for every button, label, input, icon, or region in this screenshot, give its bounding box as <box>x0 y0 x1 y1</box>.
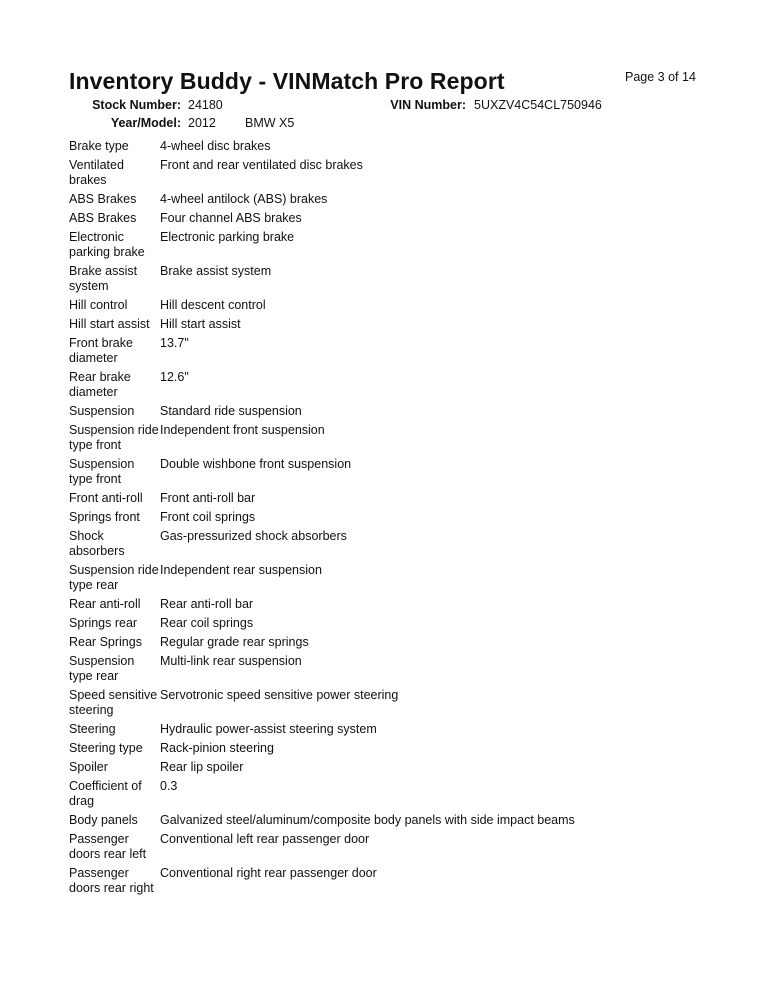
spec-value: 4-wheel antilock (ABS) brakes <box>160 192 328 206</box>
spec-label: Speed sensitive steering <box>69 688 158 717</box>
spec-value: Gas-pressurized shock absorbers <box>160 529 347 543</box>
spec-label: Suspension ride type front <box>69 423 159 452</box>
spec-row <box>69 156 709 190</box>
spec-value: Front coil springs <box>160 510 256 524</box>
spec-row <box>69 421 709 455</box>
spec-row <box>69 739 709 758</box>
spec-label: Brake type <box>69 139 129 153</box>
spec-label: Rear Springs <box>69 635 142 649</box>
spec-value: 13.7" <box>160 336 189 350</box>
spec-value: Standard ride suspension <box>160 404 302 418</box>
spec-label: Suspension type front <box>69 457 135 486</box>
spec-label: Passenger doors rear left <box>69 832 147 861</box>
spec-label: Ventilated brakes <box>69 158 124 187</box>
vin-number-value: 5UXZV4C54CL750946 <box>474 98 602 112</box>
spec-row <box>69 296 709 315</box>
spec-label: Suspension <box>69 404 135 418</box>
spec-value: Hill start assist <box>160 317 241 331</box>
spec-label: Steering <box>69 722 116 736</box>
spec-row <box>69 209 709 228</box>
spec-value: 0.3 <box>160 779 178 793</box>
spec-value: Multi-link rear suspension <box>160 654 302 668</box>
spec-row <box>69 633 709 652</box>
stock-number-label: Stock Number: <box>92 98 181 112</box>
spec-row <box>69 652 709 686</box>
spec-label: Front brake diameter <box>69 336 133 365</box>
spec-row <box>69 758 709 777</box>
spec-list <box>69 137 709 898</box>
spec-row <box>69 811 709 830</box>
stock-number-value: 24180 <box>188 98 223 112</box>
year-model-label: Year/Model: <box>110 116 181 130</box>
spec-label: Brake assist system <box>69 264 138 293</box>
spec-value: Regular grade rear springs <box>160 635 309 649</box>
spec-row <box>69 720 709 739</box>
spec-row <box>69 527 709 561</box>
spec-label: Hill start assist <box>69 317 150 331</box>
spec-row <box>69 614 709 633</box>
vin-number-label: VIN Number: <box>390 98 466 112</box>
spec-row <box>69 228 709 262</box>
spec-value: Hill descent control <box>160 298 266 312</box>
spec-value: Electronic parking brake <box>160 230 295 244</box>
spec-value: Independent front suspension <box>160 423 325 437</box>
spec-value: Servotronic speed sensitive power steering <box>160 688 399 702</box>
spec-label: Spoiler <box>69 760 108 774</box>
spec-label: Steering type <box>69 741 143 755</box>
spec-label: Coefficient of drag <box>69 779 142 808</box>
spec-row <box>69 368 709 402</box>
spec-row <box>69 561 709 595</box>
report-title: Inventory Buddy - VINMatch Pro Report <box>69 68 505 94</box>
spec-label: ABS Brakes <box>69 192 137 206</box>
spec-value: Front and rear ventilated disc brakes <box>160 158 363 172</box>
spec-label: Front anti-roll <box>69 491 143 505</box>
spec-value: Conventional right rear passenger door <box>160 866 377 880</box>
spec-label: ABS Brakes <box>69 211 137 225</box>
year-value: 2012 <box>188 116 216 130</box>
spec-value: Galvanized steel/aluminum/composite body panels with side impact beams <box>160 813 575 827</box>
spec-row <box>69 508 709 527</box>
spec-label: Shock absorbers <box>69 529 125 558</box>
spec-label: Electronic parking brake <box>69 230 145 259</box>
spec-row <box>69 595 709 614</box>
spec-value: Conventional left rear passenger door <box>160 832 370 846</box>
spec-row <box>69 402 709 421</box>
spec-label: Suspension ride type rear <box>69 563 159 592</box>
model-value: BMW X5 <box>245 116 295 130</box>
spec-row <box>69 777 709 811</box>
spec-value: 12.6" <box>160 370 189 384</box>
spec-row <box>69 489 709 508</box>
spec-value: Brake assist system <box>160 264 272 278</box>
spec-row <box>69 137 709 156</box>
spec-label: Body panels <box>69 813 138 827</box>
spec-value: Four channel ABS brakes <box>160 211 302 225</box>
spec-value: Independent rear suspension <box>160 563 322 577</box>
page-number: Page 3 of 14 <box>625 70 696 84</box>
spec-row <box>69 262 709 296</box>
spec-label: Passenger doors rear right <box>69 866 154 895</box>
spec-value: Rear anti-roll bar <box>160 597 254 611</box>
spec-value: Front anti-roll bar <box>160 491 256 505</box>
spec-label: Rear brake diameter <box>69 370 131 399</box>
spec-label: Suspension type rear <box>69 654 135 683</box>
spec-row <box>69 315 709 334</box>
spec-row <box>69 686 709 720</box>
spec-row <box>69 864 709 898</box>
spec-row <box>69 190 709 209</box>
spec-value: Double wishbone front suspension <box>160 457 352 471</box>
spec-value: 4-wheel disc brakes <box>160 139 271 153</box>
spec-label: Rear anti-roll <box>69 597 141 611</box>
spec-value: Rack-pinion steering <box>160 741 274 755</box>
spec-label: Springs front <box>69 510 140 524</box>
spec-value: Rear coil springs <box>160 616 254 630</box>
spec-label: Hill control <box>69 298 128 312</box>
spec-value: Rear lip spoiler <box>160 760 244 774</box>
spec-row <box>69 830 709 864</box>
spec-row <box>69 334 709 368</box>
spec-label: Springs rear <box>69 616 138 630</box>
spec-value: Hydraulic power-assist steering system <box>160 722 377 736</box>
spec-row <box>69 455 709 489</box>
